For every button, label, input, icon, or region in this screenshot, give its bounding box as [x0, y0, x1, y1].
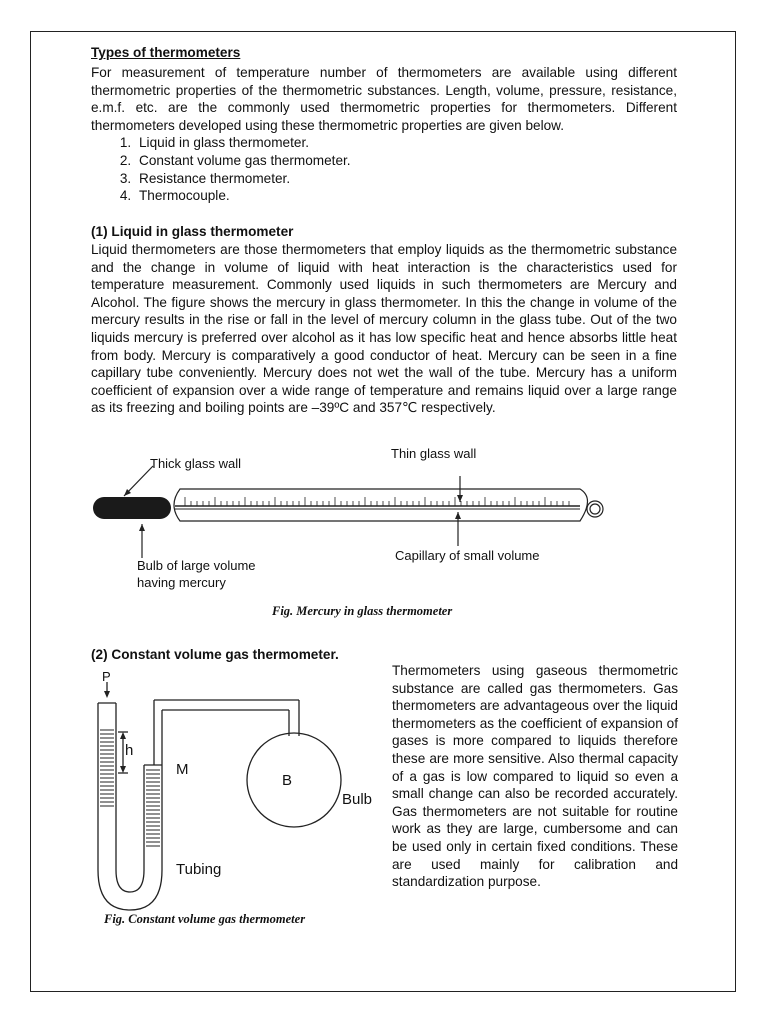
mercury-bulb	[93, 497, 171, 519]
page-title: Types of thermometers	[91, 45, 241, 60]
section1-block	[91, 241, 677, 417]
gas-bulb	[247, 733, 341, 827]
list-item: 3. Resistance thermometer.	[135, 170, 677, 188]
thermometer-types-list	[91, 134, 677, 204]
list-item: 1. Liquid in glass thermometer.	[135, 134, 677, 152]
mercury-m-label: M	[176, 761, 189, 778]
bulb-b-label: B	[282, 772, 293, 789]
tubing-label: Tubing	[176, 861, 222, 878]
figure2-caption: Fig. Constant volume gas thermometer	[104, 912, 306, 926]
section2-heading: (2) Constant volume gas thermometer.	[91, 647, 339, 662]
bulb-label: Bulb	[342, 791, 373, 808]
intro-block	[91, 64, 677, 205]
bulb-label-line1: Bulb of large volume	[137, 558, 256, 573]
capillary-label: Capillary of small volume	[395, 548, 540, 563]
list-item: 2. Constant volume gas thermometer.	[135, 152, 677, 170]
list-item: 4. Thermocouple.	[135, 187, 677, 205]
thin-glass-wall-label: Thin glass wall	[391, 446, 477, 461]
bulb-label-line2: having mercury	[137, 575, 226, 590]
pressure-p-label: P	[102, 669, 111, 684]
section1-paragraph: Liquid thermometers are those thermometers that employ liquids as the thermometric substance and the change in volume of liquid with heat interaction is the characteristics used for temperature measurement. Commonly used liquids in such thermometers are Mercury and Alcohol. The figure shows the mercury in glass thermometer. In this the change in volume of the mercury results in the rise or fall in the level of mercury column in the glass tube. Out of the two liquids mercury is preferred over alcohol as it has low specific heat and hence absorbs little heat from body. Mercury is comparatively a good conductor of heat. Mercury can be seen in a fine capillary tube conveniently. Mercury does not wet the wall of the tube. Mercury has a uniform coefficient of expansion over a wide range of temperature and remains liquid over a large range as its freezing and boiling points are –39ºC and 357℃ respectively.	[91, 242, 677, 416]
figure1-caption: Fig. Mercury in glass thermometer	[272, 604, 453, 618]
thick-glass-wall-label: Thick glass wall	[150, 456, 242, 471]
section2-paragraph: Thermometers using gaseous thermometric substance are called gas thermometers. Gas thermometers are advantageous over the liquid thermometers as the coefficient of expansion of gases is more compared to liquids therefore these are more sensitive. Also thermal capacity of a gas is low compared to liquid so even a small change can also be recorded accurately. Gas thermometers are not suitable for routine work as they are large, cumbersome and can be used only in certain fixed conditions. These are used mainly for calibration and standardization purpose.	[392, 663, 678, 890]
section1-heading: (1) Liquid in glass thermometer	[91, 224, 294, 239]
intro-paragraph: For measurement of temperature number of thermometers are available using different thermometric properties of the thermometric substances. Length, volume, pressure, resistance, e.m.f. etc. are the commonly used thermometric properties for thermometers. Different thermometers developed using these thermometric properties are given below.	[91, 65, 677, 133]
height-h-label: h	[125, 742, 134, 759]
